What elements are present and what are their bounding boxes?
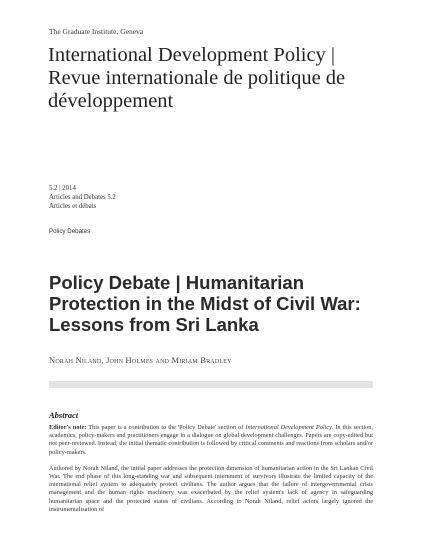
abstract-body [49, 424, 373, 522]
journal-name: International Development Policy. [245, 424, 334, 431]
article-authors: Norah Niland, John Holmes and Miriam Bradley [49, 355, 232, 365]
abstract-paragraph: Authored by Norah Niland, the initial paper addresses the protection dimension of humanitarian action in the Sri Lankan Civil War. The end phase of this long-standing war and subsequent internment of survivors illustrate the limited capacity of the international relief system to adequately protect civilians. The author argues that the failure of intergovernmental crisis management and the human rights machinery was exacerbated by the relief system's lack of agency in safeguarding humanitarian space and the protected status of civilians. According to Norah Niland, relief actors largely ignored the instrumentalisation of [49, 464, 373, 513]
editors-note-text: In this section, academics, policy-makers and practitioners engage in a dialogue on global development challenges. Papers are copy-edited but not peer-reviewed. Instead, the initial thematic contribution is followed by critical comments and reactions from scholars and/or policy-makers. [49, 424, 374, 456]
article-title: Policy Debate | Humanitarian Protection in the Midst of Civil War: Lessons from Sri Lanka [49, 272, 361, 335]
section-divider [49, 381, 373, 388]
issue-volume: 5.2 | 2014 [49, 185, 76, 192]
abstract-heading: Abstract [49, 410, 79, 420]
institution-name: The Graduate Institute, Geneva [49, 27, 144, 36]
editors-note-paragraph [49, 424, 373, 457]
editors-note-label: Editor's note: [49, 424, 87, 431]
section-label: Policy Debates [49, 228, 91, 235]
issue-section-en: Articles and Debates 5.2 [49, 194, 116, 201]
journal-title: International Development Policy | Revue internationale de politique de développement [48, 44, 346, 112]
issue-section-fr: Articles et débats [49, 203, 97, 210]
editors-note-intro: This paper is a contribution to the 'Policy Debate' section of [88, 424, 244, 431]
issue-meta [49, 184, 116, 211]
